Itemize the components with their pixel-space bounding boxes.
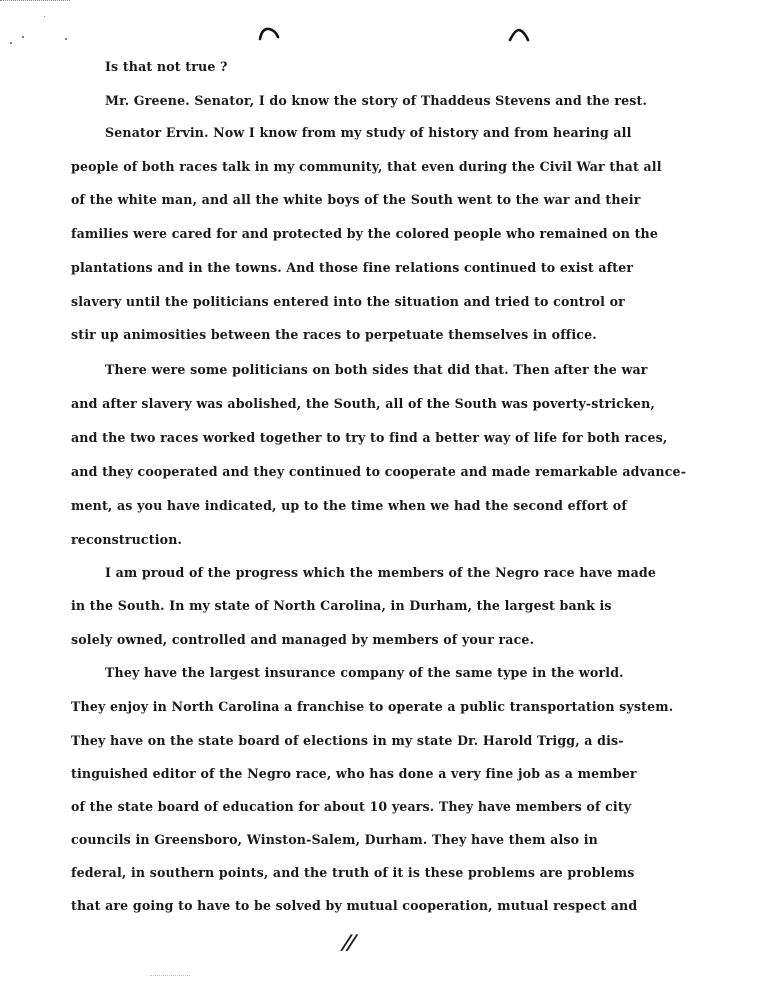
text-line: stir up animosities between the races to perpetuate themselves in office. [71, 327, 597, 342]
text-line: that are going to have to be solved by mutual cooperation, mutual respect and [71, 898, 638, 913]
text-line: tinguished editor of the Negro race, who has done a very fine job as a member [71, 766, 637, 781]
text-line: federal, in southern points, and the truth of it is these problems are problems [71, 865, 635, 880]
text-line: people of both races talk in my community, that even during the Civil War that all [71, 159, 662, 174]
text-line: There were some politicians on both sides that did that. Then after the war [105, 362, 648, 377]
caret-mark-left [258, 25, 280, 41]
caret-mark-right [508, 27, 530, 43]
text-line: of the white man, and all the white boys of the South went to the war and their [71, 192, 641, 207]
text-line: families were cared for and protected by the colored people who remained on the [71, 226, 659, 241]
text-line: plantations and in the towns. And those fine relations continued to exist after [71, 260, 634, 275]
text-line: councils in Greensboro, Winston-Salem, Durham. They have them also in [71, 832, 598, 847]
text-line: Senator Ervin. Now I know from my study of history and from hearing all [105, 125, 632, 140]
scan-speck [44, 16, 45, 17]
text-line: and the two races worked together to try to find a better way of life for both races, [71, 430, 668, 445]
text-line: in the South. In my state of North Carolina, in Durham, the largest bank is [71, 598, 612, 613]
scan-speck [22, 36, 24, 38]
bottom-edge-dots [150, 975, 190, 976]
text-line: and they cooperated and they continued to cooperate and made remarkable advance- [71, 464, 687, 479]
top-edge-dots [0, 0, 70, 1]
text-line: solely owned, controlled and managed by members of your race. [71, 632, 535, 647]
text-line: I am proud of the progress which the members of the Negro race have made [105, 565, 657, 580]
text-line: of the state board of education for about 10 years. They have members of city [71, 799, 632, 814]
scan-speck [10, 42, 12, 44]
text-line: They enjoy in North Carolina a franchise to operate a public transportation system. [71, 699, 674, 714]
page-mark: // [341, 930, 356, 954]
text-line: ment, as you have indicated, up to the time when we had the second effort of [71, 498, 627, 513]
text-line: They have the largest insurance company of the same type in the world. [105, 665, 624, 680]
text-line: slavery until the politicians entered into the situation and tried to control or [71, 294, 625, 309]
text-line: Is that not true ? [105, 59, 228, 74]
scan-speck [65, 38, 67, 40]
text-line: reconstruction. [71, 532, 183, 547]
text-line: They have on the state board of elections in my state Dr. Harold Trigg, a dis- [71, 733, 624, 748]
text-line: Mr. Greene. Senator, I do know the story of Thaddeus Stevens and the rest. [105, 93, 648, 108]
text-line: and after slavery was abolished, the South, all of the South was poverty-stricken, [71, 396, 655, 411]
